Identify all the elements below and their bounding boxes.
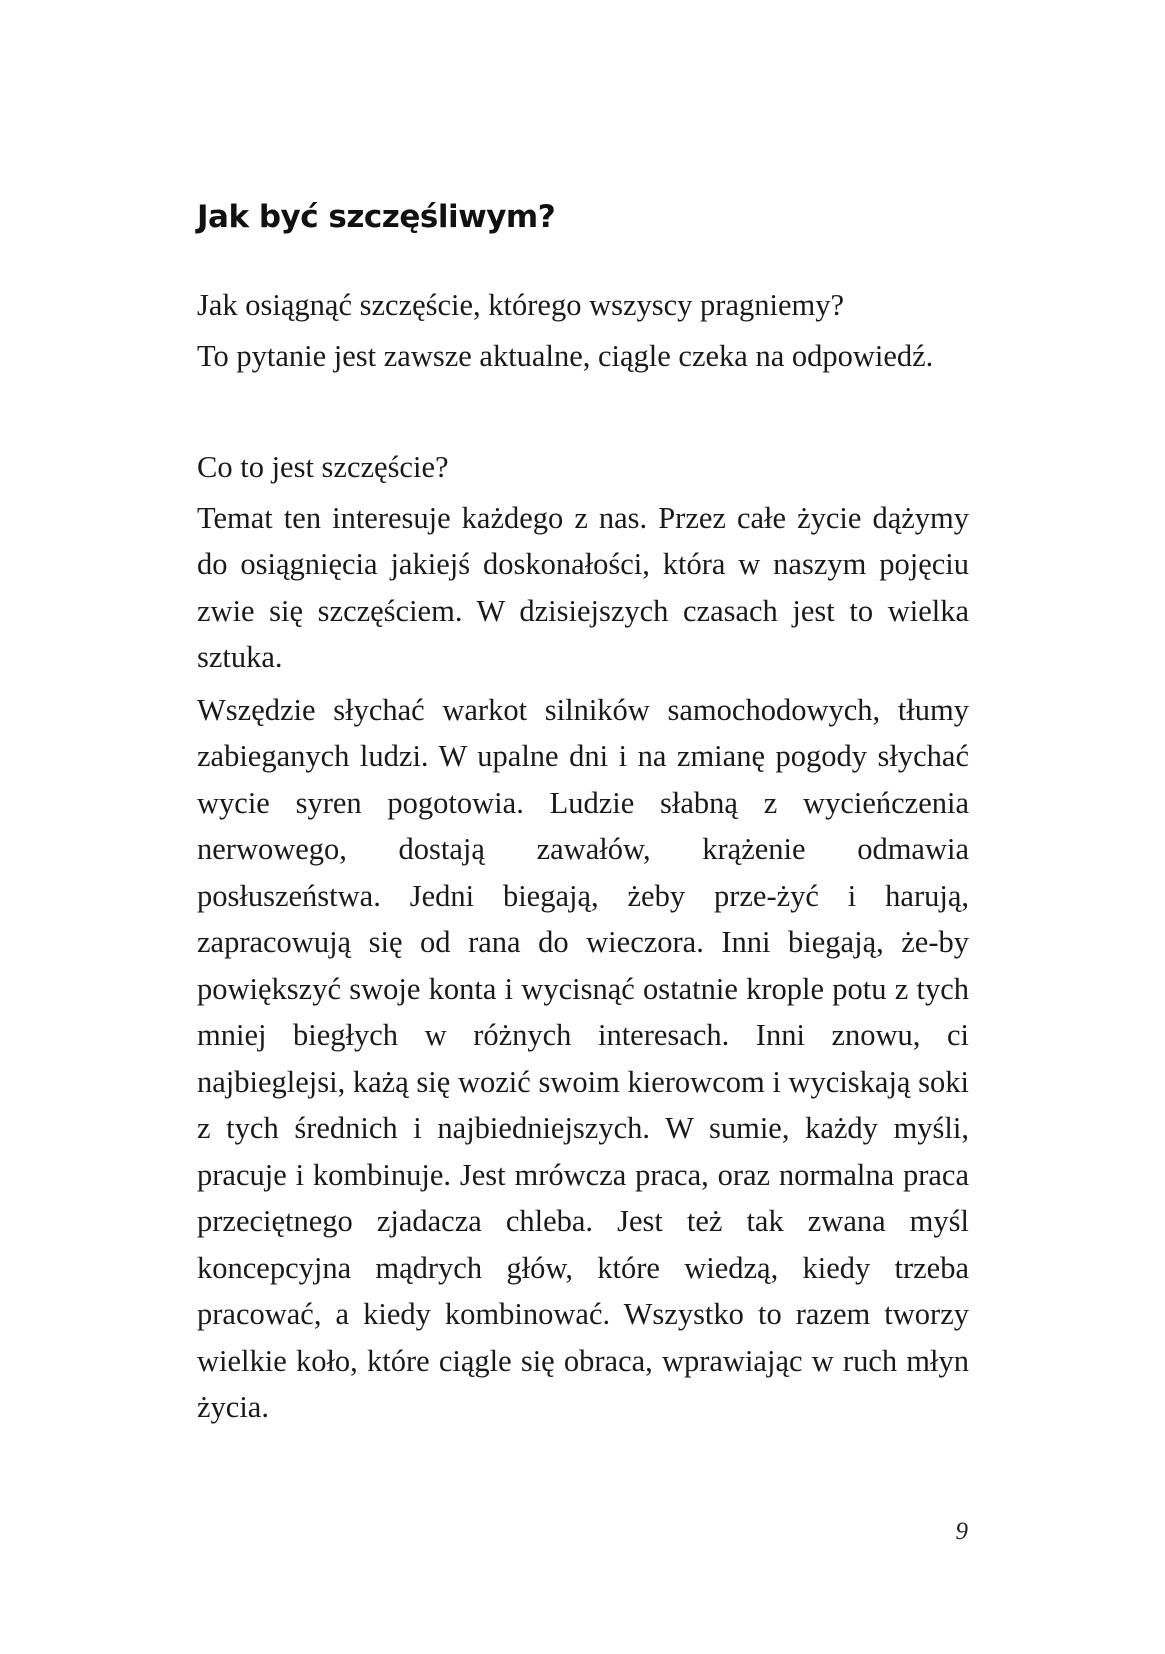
paragraph: Temat ten interesuje każdego z nas. Przez całe życie dążymy do osiągnięcia jakiejś doskonałości, która w naszym pojęciu zwie się szczęściem. W dzisiejszych czasach jest to wielka sztuka. (197, 500, 969, 674)
page-number: 9 (955, 1518, 968, 1545)
chapter-title: Jak być szczęśliwym? (197, 199, 556, 235)
intro-line: Jak osiągnąć szczęście, którego wszyscy pragniemy? (197, 288, 845, 322)
intro-line: To pytanie jest zawsze aktualne, ciągle czeka na odpowiedź. (197, 338, 934, 373)
intro-block (197, 282, 969, 383)
section-question: Co to jest szczęście? (197, 450, 449, 484)
paragraph: Wszędzie słychać warkot silników samochodowych, tłumy zabieganych ludzi. W upalne dni i na zmianę pogody słychać wycie syren pogotowia. Ludzie słabną z wycieńczenia nerwowego, dostają zawałów, krążenie odmawia posłuszeństwa. Jedni biegają, żeby prze-żyć i harują, zapracowują się od rana do wieczora. Inni biegają, że-by powiększyć swoje konta i wycisnąć ostatnie krople potu z tych mniej biegłych w różnych interesach. Inni znowu, ci najbieglejsi, każą się wozić swoim kierowcom i wyciskają soki z tych średnich i najbiedniejszych. W sumie, każdy myśli, pracuje i kombinuje. Jest mrówcza praca, oraz normalna praca przeciętnego zjadacza chleba. Jest też tak zwana myśl koncepcyjna mądrych głów, które wiedzą, kiedy trzeba pracować, a kiedy kombinować. Wszystko to razem tworzy wielkie koło, które ciągle się obraca, wprawiając w ruch młyn życia. (197, 692, 969, 1424)
section-block (197, 444, 969, 1437)
